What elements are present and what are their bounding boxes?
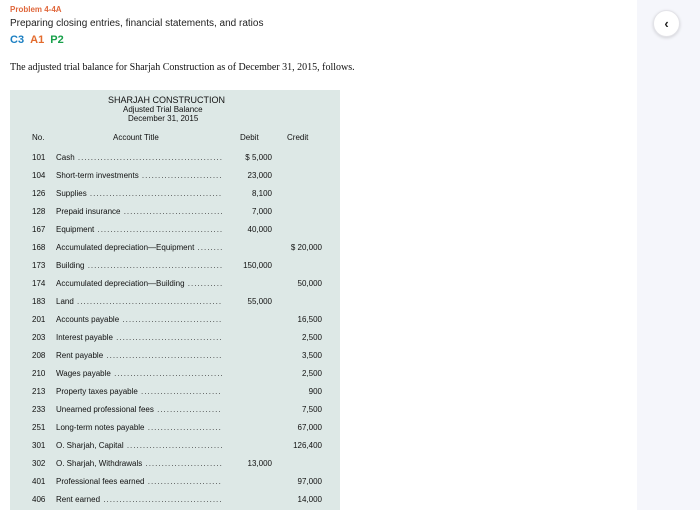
credit-amount: 50,000 (297, 279, 322, 288)
learning-objective-codes (10, 34, 64, 46)
credit-amount: 2,500 (301, 369, 322, 378)
account-title: Building ..... (56, 261, 222, 270)
column-header-no: No. (32, 133, 45, 142)
intro-text: The adjusted trial balance for Sharjah Construction as of December 31, 2015, follows. (10, 62, 355, 73)
credit-amount: 3,500 (301, 351, 322, 360)
table-row (10, 315, 340, 333)
account-number: 210 (32, 369, 46, 378)
account-title: Supplies ..... (56, 189, 222, 198)
column-header-debit: Debit (240, 133, 259, 142)
account-title: O. Sharjah, Capital ..... (56, 441, 222, 450)
account-number: 167 (32, 225, 46, 234)
debit-amount: 150,000 (243, 261, 272, 270)
table-row (10, 171, 340, 189)
account-number: 126 (32, 189, 46, 198)
account-title: Prepaid insurance ..... (56, 207, 222, 216)
account-number: 208 (32, 351, 46, 360)
credit-amount: 2,500 (301, 333, 322, 342)
chevron-left-icon: ‹ (664, 16, 669, 31)
table-row (10, 423, 340, 441)
account-title: Professional fees earned ..... (56, 477, 222, 486)
credit-amount: 14,000 (297, 495, 322, 504)
account-title: Property taxes payable ..... (56, 387, 222, 396)
column-header-title: Account Title (113, 133, 159, 142)
account-number: 213 (32, 387, 46, 396)
account-number: 174 (32, 279, 46, 288)
trial-balance-table (10, 90, 340, 510)
debit-amount: 23,000 (247, 171, 272, 180)
credit-amount: $ 20,000 (290, 243, 322, 252)
credit-amount: 67,000 (297, 423, 322, 432)
table-row (10, 495, 340, 513)
account-number: 251 (32, 423, 46, 432)
table-row (10, 369, 340, 387)
credit-amount: 900 (308, 387, 322, 396)
account-title: Long-term notes payable ..... (56, 423, 222, 432)
table-row (10, 243, 340, 261)
table-row (10, 225, 340, 243)
account-title: Accumulated depreciation—Equipment ..... (56, 243, 222, 252)
account-title: Interest payable ..... (56, 333, 222, 342)
account-number: 401 (32, 477, 46, 486)
previous-button[interactable] (653, 10, 680, 37)
table-row (10, 459, 340, 477)
problem-label: Problem 4-4A (10, 5, 62, 14)
table-row (10, 441, 340, 459)
credit-amount: 7,500 (301, 405, 322, 414)
debit-amount: 40,000 (247, 225, 272, 234)
code-p2: P2 (50, 34, 64, 46)
account-title: Accumulated depreciation—Building ..... (56, 279, 222, 288)
account-title: Accounts payable ..... (56, 315, 222, 324)
account-number: 101 (32, 153, 46, 162)
account-title: Wages payable ..... (56, 369, 222, 378)
account-number: 104 (32, 171, 46, 180)
code-c3: C3 (10, 34, 25, 46)
account-number: 233 (32, 405, 46, 414)
account-number: 201 (32, 315, 46, 324)
account-title: Rent earned ..... (56, 495, 222, 504)
account-rows (10, 153, 340, 513)
table-row (10, 261, 340, 279)
account-number: 301 (32, 441, 46, 450)
table-row (10, 153, 340, 171)
table-row (10, 333, 340, 351)
account-title: Cash ..... (56, 153, 222, 162)
account-title: O. Sharjah, Withdrawals ..... (56, 459, 222, 468)
credit-amount: 126,400 (293, 441, 322, 450)
table-row (10, 387, 340, 405)
account-number: 406 (32, 495, 46, 504)
credit-amount: 97,000 (297, 477, 322, 486)
debit-amount: 13,000 (247, 459, 272, 468)
debit-amount: $ 5,000 (245, 153, 272, 162)
table-row (10, 189, 340, 207)
right-side-panel (637, 0, 700, 510)
statement-title: Adjusted Trial Balance (123, 105, 203, 114)
credit-amount: 16,500 (297, 315, 322, 324)
account-title: Short-term investments ..... (56, 171, 222, 180)
account-title: Equipment ..... (56, 225, 222, 234)
account-title: Rent payable ..... (56, 351, 222, 360)
company-name: SHARJAH CONSTRUCTION (108, 95, 226, 105)
column-header-credit: Credit (287, 133, 309, 142)
debit-amount: 7,000 (251, 207, 272, 216)
table-row (10, 207, 340, 225)
debit-amount: 8,100 (251, 189, 272, 198)
account-number: 302 (32, 459, 46, 468)
table-row (10, 297, 340, 315)
account-title: Unearned professional fees ..... (56, 405, 222, 414)
table-row (10, 279, 340, 297)
problem-subtitle: Preparing closing entries, financial statements, and ratios (10, 18, 264, 29)
account-title: Land ..... (56, 297, 222, 306)
account-number: 168 (32, 243, 46, 252)
account-number: 173 (32, 261, 46, 270)
table-row (10, 405, 340, 423)
statement-date: December 31, 2015 (128, 114, 199, 123)
debit-amount: 55,000 (247, 297, 272, 306)
code-a1: A1 (30, 34, 45, 46)
account-number: 203 (32, 333, 46, 342)
account-number: 128 (32, 207, 46, 216)
table-row (10, 477, 340, 495)
table-row (10, 351, 340, 369)
account-number: 183 (32, 297, 46, 306)
